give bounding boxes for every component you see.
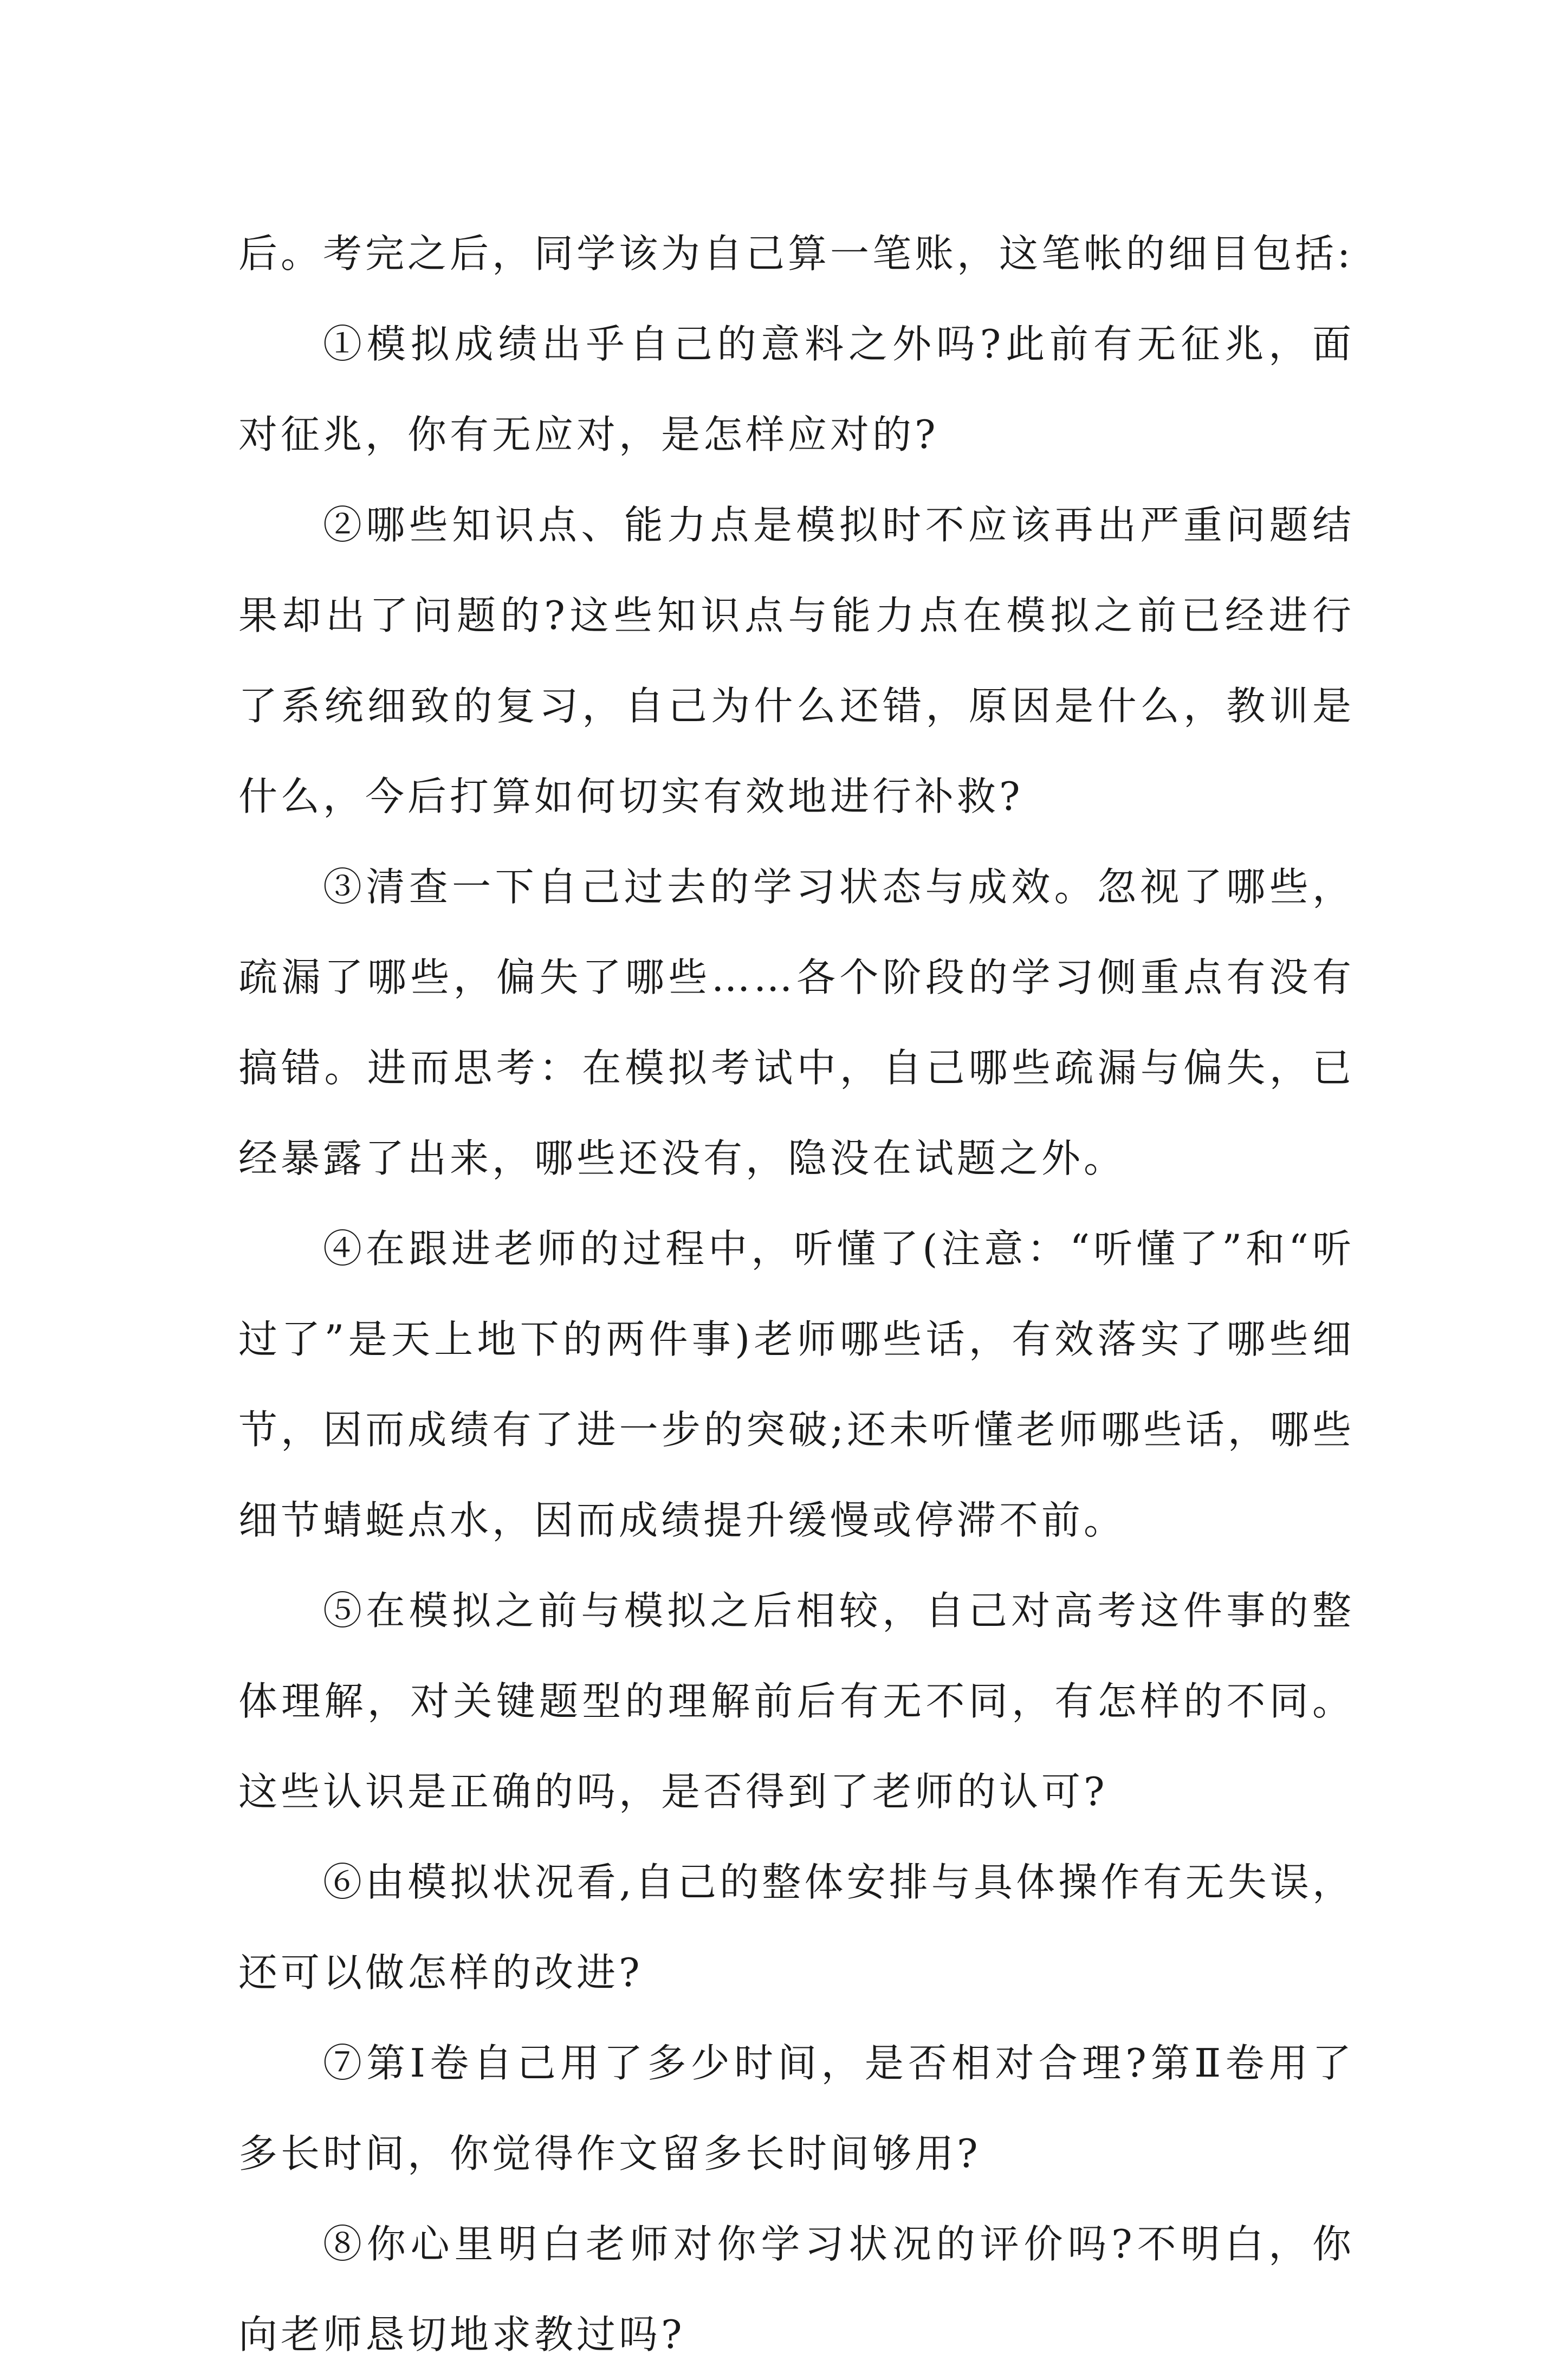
document-body <box>238 209 1355 2380</box>
paragraph-item-2: ②哪些知识点、能力点是模拟时不应该再出严重问题结果却出了问题的?这些知识点与能力点在模拟之前已经进行了系统细致的复习，自己为什么还错，原因是什么，教训是什么，今后打算如何切实有效地进行补救? <box>238 502 1355 819</box>
paragraph-intro: 后。考完之后，同学该为自己算一笔账，这笔帐的细目包括: <box>238 231 1354 276</box>
paragraph-item-6: ⑥由模拟状况看,自己的整体安排与具体操作有无失误，还可以做怎样的改进? <box>238 1859 1355 1995</box>
paragraph-item-8: ⑧你心里明白老师对你学习状况的评价吗?不明白，你向老师恳切地求教过吗? <box>238 2221 1355 2357</box>
paragraph-item-3: ③清查一下自己过去的学习状态与成效。忽视了哪些，疏漏了哪些，偏失了哪些……各个阶段的学习侧重点有没有搞错。进而思考：在模拟考试中，自己哪些疏漏与偏失，已经暴露了出来，哪些还没有，隐没在试题之外。 <box>238 864 1355 1181</box>
paragraph-item-5: ⑤在模拟之前与模拟之后相较，自己对高考这件事的整体理解，对关键题型的理解前后有无不同，有怎样的不同。这些认识是正确的吗，是否得到了老师的认可? <box>238 1588 1355 1814</box>
paragraph-item-7: ⑦第Ⅰ卷自己用了多少时间，是否相对合理?第Ⅱ卷用了多长时间，你觉得作文留多长时间够用? <box>238 2040 1355 2176</box>
paragraph-item-1: ①模拟成绩出乎自己的意料之外吗?此前有无征兆，面对征兆，你有无应对，是怎样应对的? <box>238 321 1355 457</box>
paragraph-item-4: ④在跟进老师的过程中，听懂了(注意：“听懂了”和“听过了”是天上地下的两件事)老师哪些话，有效落实了哪些细节，因而成绩有了进一步的突破;还未听懂老师哪些话，哪些细节蜻蜓点水，因而成绩提升缓慢或停滞不前。 <box>238 1226 1355 1543</box>
